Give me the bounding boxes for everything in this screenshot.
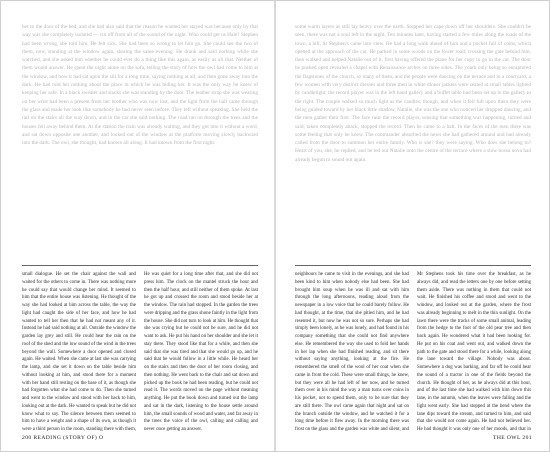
divider-rule (295, 265, 531, 266)
text-columns (22, 271, 258, 431)
page-footer-left: 200 READING (STORY OF) O (22, 435, 104, 441)
text-columns (295, 271, 531, 431)
divider-rule (22, 265, 258, 266)
text-column-right: He was quiet for a long time after that, and she did not press him. The clock on the mantel struck the hour and then the half hour, and still neither of them spoke. At last he got up and crossed the room and stood beside her at the window. The rain had stopped. In the garden the trees were dripping and the grass shone faintly in the light from the house. She did not turn to look at him. He thought that she was crying but he could not be sure, and he did not want to ask. He put his hand on her shoulder and she let it stay there. They stood like that for a while, and then she said that she was tired and that she would go up, and he said that he would follow in a little while. He heard her on the stairs and then the door of her room closing, and then nothing. He went back to the chair and sat down and picked up the book he had been reading, but he could not read it. The words moved on the page without meaning anything. He put the book down and turned out the lamp and sat in the dark, listening to the house settle around him, the small sounds of wood and water, and far away in the trees the voice of the owl, calling and calling and never once getting an answer. (144, 272, 258, 431)
faded-passage: her to the door of the bed, and she had also said that the reason he wanted her stayed was because only by that way was she completely isolated — cut off from all of the sound of the night. Who could get us Hale? Stephen had been wrong, she told him. He felt sick. She had been so wrong to let him go. She could see the two of them, now, standing at the window again, sharing the same evening. He drank and said nothing while she watched, and she asked him whether he could ever do a thing like this again, as easily as all that. Neither of them would answer. He spent the night alone on the sofa, telling the story of how the owl had come to him at the window, and how it had sat upon the sill for a long time, saying nothing at all, and then gone away into the dark. He had told her nothing about the place in which he was hiding her. It was the only way he knew of keeping her safe. In a black sweater and slacks she was standing by the door. The leather strap she was wearing on her wrist had been a present from her brother who was now lost, and the light from the hall came through the glass and made her look like somebody he had never seen before. They left without speaking. She held the rail on the stairs all the way down, and in the car she said nothing. The road ran on through the trees and the houses fell away behind them. At the station the train was already waiting, and they got into it without a word, and sat down opposite one another, and looked out of the window at the platform moving slowly backward into the dark. The owl, she thought, had known all along. It had known from the first night. (22, 24, 258, 147)
left-page (1, 1, 274, 451)
text-column-right: Mr Stephens took his time over the breakfast, as he always did, and read the letters one by one before setting them aside. There was nothing in them that could not wait. He finished his coffee and stood and went to the window, and looked out at the garden, where the frost was already beginning to melt in the thin sunlight. On the lawn there were the tracks of some small animal, leading from the hedge to the foot of the old pear tree and then back again. He wondered what it had been looking for. He put on his coat and went out, and walked down the path to the gate and stood there for a while, looking along the lane toward the village. Nobody was about. Somewhere a dog was barking, and far off he could hear the sound of a tractor in one of the fields beyond the church. He thought of her, as he always did at this hour, and of the last time she had walked with him down this lane, in the autumn, when the leaves were falling and the light went early. She had stopped at the bend where the lane dips toward the stream, and turned to him, and said that she would not come again. He had not believed her. He had thought it was only one of her moods, and that in (417, 272, 531, 431)
faded-passage: some warm layers as still lay heavy over the earth. Stopped her cape down off her shoulders. She couldn't be seen, there was not a soul left in the night. Ten minutes later, having started a few miles along the roads of the town, a hill, St Stephen's came into view. He had a long walk ahead of him and a pocket full of coins, which opened at the approach of the car. He parked in some woods on the lower road, crossing the gate behind him, then walked and helped Natalie out of it, first having offered the plane for her copy to go in the car. The door he pushed open revealed a chapel with Renaissance arches on three sides. The youth only being so enraptured the flagstones of the church, so many of them, and the people were dancing on the terrace and in a courtyard, a few women with very distinct dresses and three men in white dinner jackets were seated at small tables lighted by candlelight; the record player was in the left hand gallery and a buffet table had been set up in the gallery to the right. The couple walked so much light as the candles, though, and when it fell full upon them they were being guided toward by her black little shadow, Natalie, she was the one who noticed her dropped dancing, and the men gather their first. The face near the record player, sensing that something was happening, turned and said, taken completely aback, stopped the record. Then he came to a halt. In the faces of the men there was some feeling that only he knew. The commander absorbed the news she had gathered around and had already called from the door to summon her entire family. Who is she? they were saying. Who does she belong to? Heart of you, she, he replied, and he led out Natalie onto the centre of the terrace where a slow bossa nova had already begun to sound out again. (295, 24, 531, 163)
right-page (276, 1, 549, 451)
text-column-left: neighbours he came to visit in the evenings, and she had been kind to him when nobody else had been. She had brought him soup when he was ill and sat with him through the long afternoons, reading aloud from the newspaper in a low voice that he could barely follow. He had thought, at the time, that she pitied him, and he had resented it, but now he was not so sure. Perhaps she had simply been lonely, as he was lonely, and had found in his company something that she could not find anywhere else. He remembered the way she used to fold her hands in her lap when she had finished reading, and sit there without saying anything, looking at the fire. He remembered the smell of the wool of her coat when she came in from the cold. These were small things, he knew, but they were all he had left of her now, and he turned them over in his mind the way a man turns over coins in his pocket, not to spend them, only to be sure that they are still there. The owl came again that night and sat on the branch outside the window, and he watched it for a long time before it flew away. In the morning there was frost on the glass and the garden was white and silent, and (295, 272, 409, 431)
text-column-left: small dialogue. He set the chair against the wall and waited for the others to come in. There was nothing more he could say that would change her mind. It seemed to him that the entire house was listening. He thought of the way she had looked at him across the table, the way the light had caught the side of her face, and how he had wanted to tell her then that he had not meant any of it. Instead he had said nothing at all. Outside the window the garden lay grey and still. He could hear the rain on the roof of the shed and the low sound of the wind in the trees beyond the wall. Somewhere a door opened and closed again. He waited. When she came at last she was carrying the lamp, and she set it down on the table beside him without looking at him, and stood there for a moment with her hand still resting on the base of it, as though she had forgotten what she had come to do. Then she turned and went to the window and stood with her back to him, looking out at the dark. He wanted to speak but he did not know what to say. The silence between them seemed to him to have a weight and a shape of its own, as though it were a third person in the room, standing there with them, (22, 272, 136, 431)
page-footer-right: THE OWL 201 (493, 435, 532, 441)
